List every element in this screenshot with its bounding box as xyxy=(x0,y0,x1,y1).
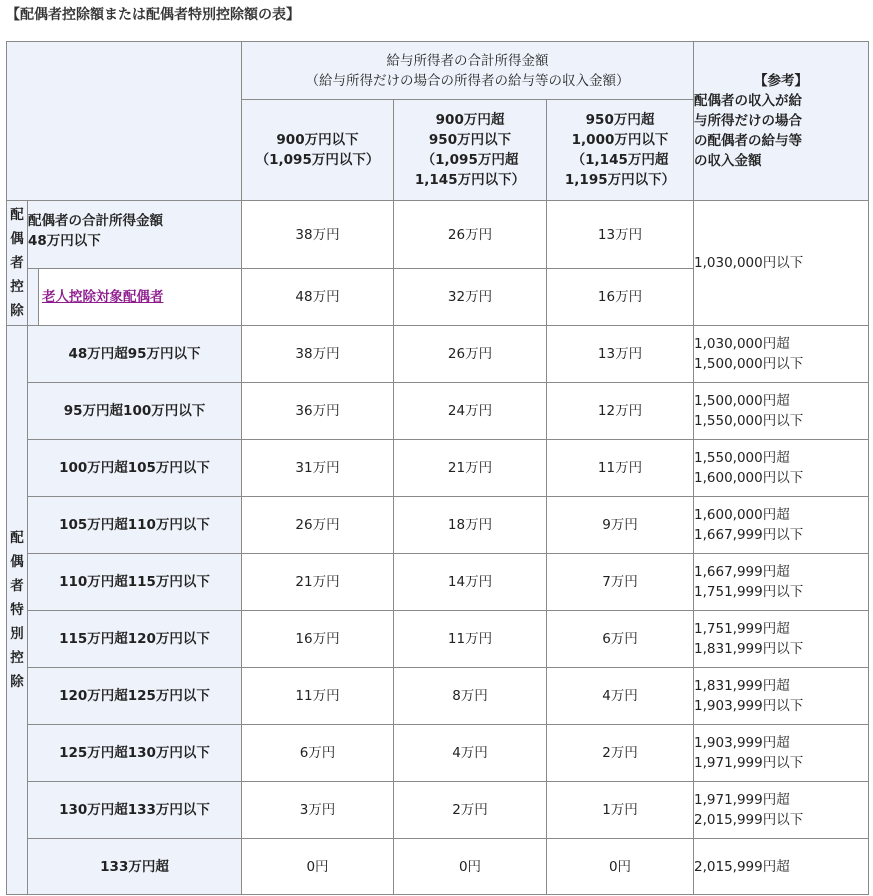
side-char: 控 xyxy=(10,279,24,295)
table-cell: 3万円 xyxy=(242,782,394,839)
header-ref-line2: 配偶者の収入が給 xyxy=(694,93,803,109)
table-title: 【配偶者控除額または配偶者特別控除額の表】 xyxy=(6,7,300,23)
table-row-label: 110万円超115万円以下 xyxy=(28,554,242,611)
reference-from: 2,015,999円超 xyxy=(694,858,790,875)
elderly-row-label-cell xyxy=(28,269,242,326)
table-cell: 4万円 xyxy=(394,725,547,782)
table-row-label: 120万円超125万円以下 xyxy=(28,668,242,725)
reference-to: 1,667,999円以下 xyxy=(694,527,804,543)
side-char: 者 xyxy=(10,578,24,594)
header-col3-line1: 950万円超 xyxy=(585,112,655,128)
header-col2-line3: （1,095万円超 xyxy=(421,152,519,168)
table-cell: 31万円 xyxy=(242,440,394,497)
header-col3-line4: 1,195万円以下） xyxy=(564,172,676,188)
side-char: 偶 xyxy=(10,554,24,570)
table-cell: 38万円 xyxy=(242,326,394,383)
table-cell: 1万円 xyxy=(547,782,694,839)
header-ref-line3: 与所得だけの場合 xyxy=(694,113,803,129)
side-char: 偶 xyxy=(10,231,24,247)
reference-to: 1,600,000円以下 xyxy=(694,470,804,486)
spousal-reference: 1,030,000円以下 xyxy=(694,201,869,326)
reference-cell xyxy=(694,668,869,725)
table-row-label: 125万円超130万円以下 xyxy=(28,725,242,782)
reference-cell xyxy=(694,440,869,497)
header-col3-line3: （1,145万円超 xyxy=(571,152,669,168)
reference-cell xyxy=(694,554,869,611)
reference-from: 1,550,000円超 xyxy=(694,450,790,466)
table-cell: 16万円 xyxy=(242,611,394,668)
side-char: 特 xyxy=(10,602,24,618)
table-cell: 0円 xyxy=(394,839,547,895)
spousal-row-label-line1: 配偶者の合計所得金額 xyxy=(28,213,163,229)
reference-cell xyxy=(694,725,869,782)
table-cell: 8万円 xyxy=(394,668,547,725)
table-row-label: 95万円超100万円以下 xyxy=(28,383,242,440)
side-char: 者 xyxy=(10,255,24,271)
table-row-label: 115万円超120万円以下 xyxy=(28,611,242,668)
header-col3-line2: 1,000万円以下 xyxy=(571,132,669,148)
header-col2 xyxy=(394,100,547,201)
table-row-label: 105万円超110万円以下 xyxy=(28,497,242,554)
reference-cell xyxy=(694,782,869,839)
reference-from: 1,667,999円超 xyxy=(694,564,790,580)
header-ref-line1: 【参考】 xyxy=(754,73,809,89)
table-cell: 11万円 xyxy=(394,611,547,668)
table-cell: 11万円 xyxy=(242,668,394,725)
special-deduction-side-label xyxy=(7,326,28,895)
reference-from: 1,903,999円超 xyxy=(694,735,790,751)
spousal-row-label-line2: 48万円以下 xyxy=(28,233,101,249)
table-cell: 4万円 xyxy=(547,668,694,725)
deduction-table xyxy=(6,41,869,895)
header-col1 xyxy=(242,100,394,201)
table-cell: 13万円 xyxy=(547,326,694,383)
reference-to: 1,831,999円以下 xyxy=(694,641,804,657)
elderly-row-value: 16万円 xyxy=(547,269,694,326)
header-ref-line5: の収入金額 xyxy=(694,153,762,169)
reference-cell xyxy=(694,497,869,554)
header-col1-line2: （1,095万円以下） xyxy=(255,152,380,168)
reference-cell xyxy=(694,383,869,440)
table-cell: 26万円 xyxy=(394,326,547,383)
table-row-label: 130万円超133万円以下 xyxy=(28,782,242,839)
table-cell: 36万円 xyxy=(242,383,394,440)
reference-to: 1,550,000円以下 xyxy=(694,413,804,429)
header-col1-line1: 900万円以下 xyxy=(276,132,359,148)
spousal-row-value: 13万円 xyxy=(547,201,694,269)
header-col2-line1: 900万円超 xyxy=(435,112,505,128)
table-cell: 12万円 xyxy=(547,383,694,440)
table-cell: 2万円 xyxy=(547,725,694,782)
table-cell: 14万円 xyxy=(394,554,547,611)
side-char: 除 xyxy=(10,303,24,319)
side-char: 配 xyxy=(10,207,24,223)
reference-from: 1,831,999円超 xyxy=(694,678,790,694)
spousal-deduction-side-label xyxy=(7,201,28,326)
table-cell: 18万円 xyxy=(394,497,547,554)
table-cell: 9万円 xyxy=(547,497,694,554)
table-cell: 7万円 xyxy=(547,554,694,611)
reference-from: 1,500,000円超 xyxy=(694,393,790,409)
side-char: 配 xyxy=(10,530,24,546)
elderly-row-value: 48万円 xyxy=(242,269,394,326)
table-cell: 11万円 xyxy=(547,440,694,497)
header-col2-line4: 1,145万円以下） xyxy=(414,172,526,188)
reference-from: 1,751,999円超 xyxy=(694,621,790,637)
table-row-label: 48万円超95万円以下 xyxy=(28,326,242,383)
header-income xyxy=(242,42,694,100)
table-cell: 0円 xyxy=(547,839,694,895)
spousal-row-value: 26万円 xyxy=(394,201,547,269)
header-col3 xyxy=(547,100,694,201)
reference-cell xyxy=(694,611,869,668)
header-reference xyxy=(694,42,869,201)
table-cell: 26万円 xyxy=(242,497,394,554)
elderly-spouse-link[interactable]: 老人控除対象配偶者 xyxy=(42,289,164,305)
side-char: 除 xyxy=(10,674,24,690)
spousal-row-label xyxy=(28,201,242,269)
table-cell: 24万円 xyxy=(394,383,547,440)
reference-to: 2,015,999円以下 xyxy=(694,812,804,828)
table-row-label: 100万円超105万円以下 xyxy=(28,440,242,497)
reference-to: 1,971,999円以下 xyxy=(694,755,804,771)
header-corner xyxy=(7,42,242,201)
spousal-row-value: 38万円 xyxy=(242,201,394,269)
reference-to: 1,751,999円以下 xyxy=(694,584,804,600)
table-cell: 0円 xyxy=(242,839,394,895)
table-cell: 21万円 xyxy=(394,440,547,497)
table-cell: 21万円 xyxy=(242,554,394,611)
reference-to: 1,903,999円以下 xyxy=(694,698,804,714)
elderly-row-value: 32万円 xyxy=(394,269,547,326)
header-income-line2: （給与所得だけの場合の所得者の給与等の収入金額） xyxy=(305,72,630,89)
header-col2-line2: 950万円以下 xyxy=(428,132,512,148)
reference-from: 1,971,999円超 xyxy=(694,792,790,808)
header-income-line1: 給与所得者の合計所得金額 xyxy=(386,52,549,69)
table-cell: 2万円 xyxy=(394,782,547,839)
header-ref-line4: の配偶者の給与等 xyxy=(694,133,803,149)
side-char: 別 xyxy=(10,626,24,642)
side-char: 控 xyxy=(10,650,24,666)
reference-from: 1,030,000円超 xyxy=(694,336,790,352)
table-cell: 6万円 xyxy=(547,611,694,668)
reference-cell xyxy=(694,839,869,895)
table-cell: 6万円 xyxy=(242,725,394,782)
reference-from: 1,600,000円超 xyxy=(694,507,790,523)
table-row-label: 133万円超 xyxy=(28,839,242,895)
reference-cell xyxy=(694,326,869,383)
reference-to: 1,500,000円以下 xyxy=(694,356,804,372)
